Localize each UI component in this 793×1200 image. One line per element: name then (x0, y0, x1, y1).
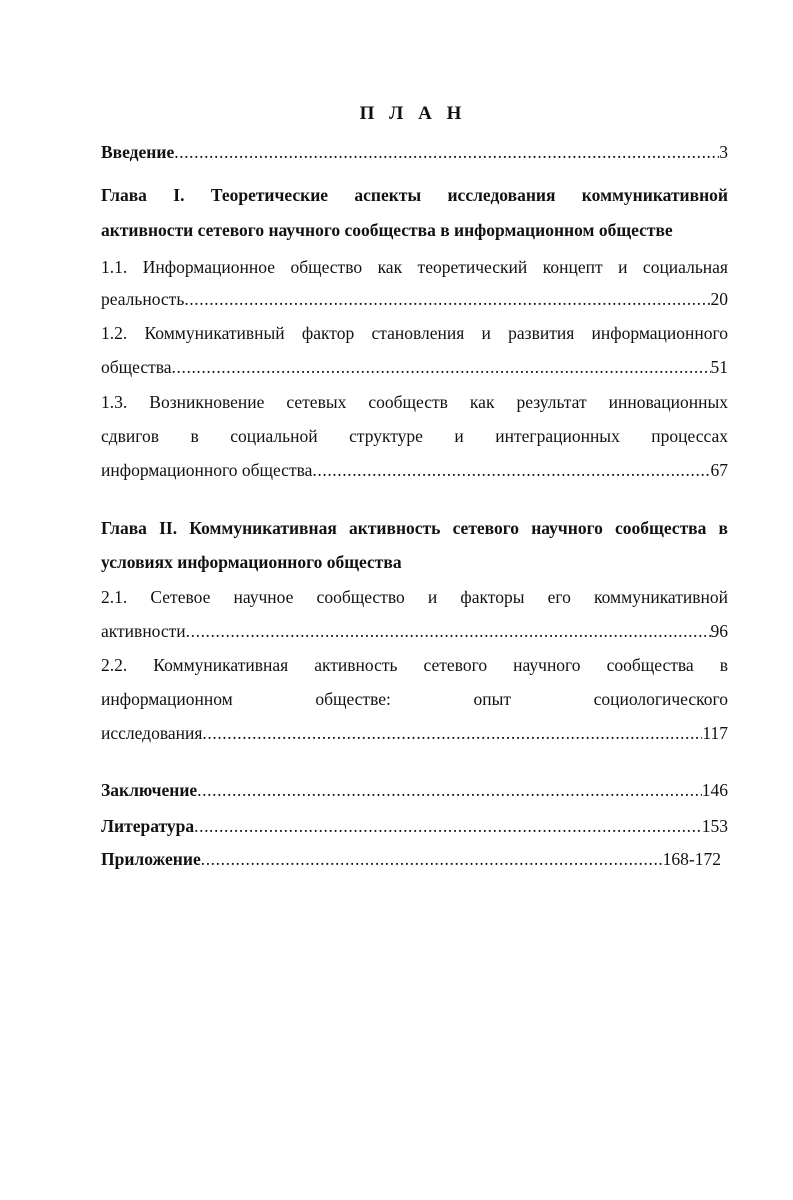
chapter-1-heading-cont: активности сетевого научного сообщества в информационном обществе (101, 220, 673, 240)
entry-label: Литература (101, 816, 195, 836)
toc-entry-2-2-cont2 (101, 722, 728, 744)
entry-label: Заключение (101, 780, 198, 800)
page-number: 168-172 (662, 849, 721, 869)
toc-entry-1-2-cont (101, 356, 728, 378)
toc-entry-1-3: 1.3. Возникновение сетевых сообществ как результат инновационных (101, 392, 728, 412)
dot-leader (201, 848, 663, 870)
entry-label: исследования (101, 723, 203, 743)
dot-leader (197, 779, 702, 801)
toc-entry-literature (101, 815, 728, 837)
page-number: 146 (701, 780, 728, 800)
toc-entry-1-1: 1.1. Информационное общество как теоретический концепт и социальная (101, 257, 728, 277)
toc-entry-introduction (101, 141, 728, 163)
page-number: 67 (710, 460, 728, 480)
toc-entry-1-2: 1.2. Коммуникативный фактор становления и развития информационного (101, 323, 728, 343)
toc-entry-2-2-cont: информационном обществе: опыт социологического (101, 689, 728, 709)
page-number: 51 (710, 357, 728, 377)
entry-label: общества (101, 357, 172, 377)
dot-leader (186, 620, 711, 642)
toc-entry-conclusion (101, 779, 728, 801)
dot-leader (194, 815, 702, 837)
entry-label: активности (101, 621, 186, 641)
toc-entry-1-3-cont: сдвигов в социальной структуре и интеграционных процессах (101, 426, 728, 446)
page-number: 3 (719, 142, 728, 162)
entry-label: Приложение (101, 849, 201, 869)
dot-leader (312, 459, 710, 481)
dot-leader (184, 288, 710, 310)
toc-entry-1-3-cont2 (101, 459, 728, 481)
toc-entry-1-1-cont (101, 288, 728, 310)
toc-entry-2-2: 2.2. Коммуникативная активность сетевого научного сообщества в (101, 655, 728, 675)
chapter-2-heading-cont: условиях информационного общества (101, 552, 402, 572)
page-number: 153 (701, 816, 728, 836)
toc-entry-appendix (101, 848, 721, 870)
entry-label: информационного общества (101, 460, 313, 480)
chapter-2-heading: Глава II. Коммуникативная активность сетевого научного сообщества в (101, 518, 728, 538)
entry-label: Введение (101, 142, 175, 162)
page-number: 96 (710, 621, 728, 641)
dot-leader (172, 356, 711, 378)
entry-label: реальность (101, 289, 185, 309)
toc-entry-2-1-cont (101, 620, 728, 642)
page-title: П Л А Н (359, 103, 467, 124)
dot-leader (174, 141, 719, 163)
dot-leader (202, 722, 702, 744)
toc-entry-2-1: 2.1. Сетевое научное сообщество и факторы его коммуникативной (101, 587, 728, 607)
chapter-1-heading: Глава I. Теоретические аспекты исследования коммуникативной (101, 185, 728, 205)
page-number: 117 (702, 723, 728, 743)
page-number: 20 (710, 289, 728, 309)
